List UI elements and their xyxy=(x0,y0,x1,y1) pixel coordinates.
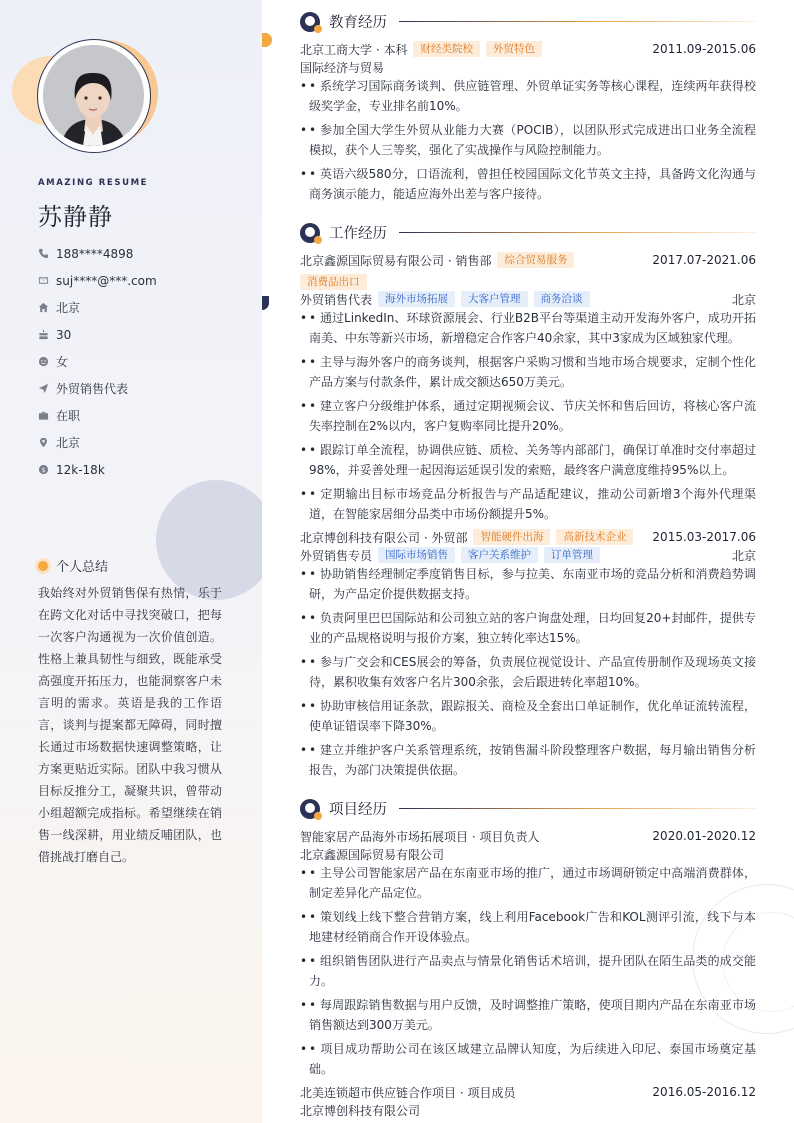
job-role-row xyxy=(300,546,756,564)
contact-info-list xyxy=(38,240,157,483)
school-tag: 财经类院校 xyxy=(413,41,480,57)
target-job-text: 外贸销售代表 xyxy=(56,382,129,396)
project-bullets xyxy=(300,863,756,1083)
education-section-header xyxy=(300,11,756,32)
education-period: 2011.09-2015.06 xyxy=(652,42,756,56)
gender-text: 女 xyxy=(56,355,69,369)
list-item: • • 主导与海外客户的商务谈判，根据客户采购习惯和当地市场合规要求，定制个性化产品方案与付款条件，累计成交额达650万美元。 xyxy=(300,352,756,392)
company-tag: 综合贸易服务 xyxy=(497,252,574,268)
mail-icon xyxy=(38,274,56,288)
projects-section-header xyxy=(300,798,756,819)
age-text: 30 xyxy=(56,327,72,342)
target-city-text: 北京 xyxy=(56,436,81,450)
role-tag: 客户关系维护 xyxy=(461,547,538,563)
project-name: 北美连锁超市供应链合作项目 · 项目成员 xyxy=(300,1085,516,1100)
project-name: 智能家居产品海外市场拓展项目 · 项目负责人 xyxy=(300,829,540,844)
section-title: 教育经历 xyxy=(329,15,387,31)
summary-title: 个人总结 xyxy=(56,560,109,575)
list-item: • • 协助审核信用证条款，跟踪报关、商检及全套出口单证制作，优化单证流转流程，使单证错误率下降30%。 xyxy=(300,696,756,736)
list-item: • • 参与广交会和CES展会的筹备，负责展位视觉设计、产品宣传册制作及现场英文接待，累积收集有效客户名片300余张，会后跟进转化率超10%。 xyxy=(300,652,756,692)
list-item: • • 负责阿里巴巴国际站和公司独立站的客户询盘处理，日均回复20+封邮件，提供专业的产品规格说明与报价方案，独立转化率达15%。 xyxy=(300,608,756,648)
company-tag: 消费品出口 xyxy=(300,274,367,290)
resume-eyebrow: AMAZING RESUME xyxy=(38,178,149,188)
list-item: • • 通过LinkedIn、环球资源展会、行业B2B平台等渠道主动开发海外客户，成功开拓南美、中东等新兴市场，新增稳定合作客户40余家，其中3家成为区域独家代理。 xyxy=(300,308,756,348)
section-icon xyxy=(300,799,320,819)
job-role: 外贸销售代表 xyxy=(300,292,373,307)
school-tag: 外贸特色 xyxy=(486,41,542,57)
project-org-row xyxy=(300,1101,756,1119)
job-header-row xyxy=(300,251,756,269)
section-icon xyxy=(300,12,320,32)
info-email xyxy=(38,267,157,294)
role-tag: 商务洽谈 xyxy=(534,291,590,307)
avatar-portrait-icon xyxy=(43,45,144,146)
project-org-row xyxy=(300,845,756,863)
email-text: suj****@***.com xyxy=(56,273,157,288)
list-item: • • 项目成功帮助公司在该区域建立品牌认知度，为后续进入印尼、泰国市场奠定基础。 xyxy=(300,1039,756,1079)
section-title: 项目经历 xyxy=(329,802,387,818)
sidebar xyxy=(0,0,262,1123)
education-major-row xyxy=(300,58,756,76)
residence-text: 北京 xyxy=(56,301,81,315)
project-header-row xyxy=(300,1083,756,1101)
info-target-city xyxy=(38,429,157,456)
location-pin-icon xyxy=(38,436,56,450)
project-period: 2016.05-2016.12 xyxy=(652,1085,756,1099)
cake-icon xyxy=(38,328,56,342)
info-gender xyxy=(38,348,157,375)
list-item: • • 定期输出目标市场竞品分析报告与产品适配建议，推动公司新增3个海外代理渠道，在智能家居细分品类中市场份额提升5%。 xyxy=(300,484,756,524)
info-residence xyxy=(38,294,157,321)
role-tag: 大客户管理 xyxy=(461,291,528,307)
list-item: • • 策划线上线下整合营销方案，线上利用Facebook广告和KOL测评引流，线下与本地建材经销商合作开设体验点。 xyxy=(300,907,756,947)
salary-text: 12k-18k xyxy=(56,462,105,477)
company-tag: 智能硬件出海 xyxy=(473,529,550,545)
job-role: 外贸销售专员 xyxy=(300,548,373,563)
job-period: 2015.03-2017.06 xyxy=(652,530,756,544)
education-bullets xyxy=(300,76,756,208)
status-text: 在职 xyxy=(56,409,81,423)
job-bullets xyxy=(300,564,756,784)
info-phone xyxy=(38,240,157,267)
list-item: • • 每周跟踪销售数据与用户反馈，及时调整推广策略，使项目期内产品在东南亚市场销售额达到300万美元。 xyxy=(300,995,756,1035)
send-icon xyxy=(38,382,56,396)
home-icon xyxy=(38,301,56,315)
company-tag: 高新技术企业 xyxy=(556,529,633,545)
list-item: • • 协助销售经理制定季度销售目标，参与拉美、东南亚市场的竞品分析和消费趋势调研，为产品定价提供数据支持。 xyxy=(300,564,756,604)
edge-marker-navy xyxy=(262,296,269,310)
job-city: 北京 xyxy=(731,548,756,563)
role-tag: 订单管理 xyxy=(544,547,600,563)
svg-text:$: $ xyxy=(41,465,46,474)
section-divider xyxy=(399,21,756,22)
project-org: 北京鑫源国际贸易有限公司 xyxy=(300,847,445,862)
job-city: 北京 xyxy=(731,292,756,307)
phone-text: 188****4898 xyxy=(56,246,134,261)
list-item: • • 建立并维护客户关系管理系统，按销售漏斗阶段整理客户数据，每月输出销售分析报告，为部门决策提供依据。 xyxy=(300,740,756,780)
info-target-job xyxy=(38,375,157,402)
section-title: 工作经历 xyxy=(329,226,387,242)
phone-icon xyxy=(38,247,56,261)
list-item: • • 系统学习国际商务谈判、供应链管理、外贸单证实务等核心课程，连续两年获得校级奖学金，专业排名前10%。 xyxy=(300,76,756,116)
job-period: 2017.07-2021.06 xyxy=(652,253,756,267)
list-item: • • 参加全国大学生外贸从业能力大赛（POCIB），以团队形式完成进出口业务全流程模拟，获个人三等奖，强化了实战操作与风险控制能力。 xyxy=(300,120,756,160)
section-divider xyxy=(399,808,756,809)
edge-marker-orange xyxy=(262,33,272,47)
job-header-row xyxy=(300,528,756,546)
role-tag: 国际市场销售 xyxy=(378,547,455,563)
gender-icon xyxy=(38,355,56,369)
section-icon xyxy=(300,223,320,243)
candidate-name: 苏静静 xyxy=(38,203,113,231)
project-header-row xyxy=(300,827,756,845)
info-age xyxy=(38,321,157,348)
list-item: • • 英语六级580分，口语流利，曾担任校园国际文化节英文主持，具备跨文化沟通与商务演示能力，能适应海外出差与客户接待。 xyxy=(300,164,756,204)
list-item: • • 建立客户分级维护体系，通过定期视频会议、节庆关怀和售后回访，将核心客户流失率控制在2%以内，客户复购率同比提升20%。 xyxy=(300,396,756,436)
summary-text: 我始终对外贸销售保有热情，乐于在跨文化对话中寻找突破口，把每一次客户沟通视为一次价值创造。性格上兼具韧性与细致，既能承受高强度开拓压力，也能洞察客户未言明的需求。英语是我的工作语言，谈判与提案都无障碍，同时擅长通过市场数据快速调整策略，让方案更贴近实际。团队中我习惯从目标反推分工，凝聚共识，曾带动小组超额完成指标。希望继续在销售一线深耕，用业绩反哺团队，也借挑战打磨自己。 xyxy=(38,586,222,864)
project-org: 北京博创科技有限公司 xyxy=(300,1103,421,1118)
summary-heading xyxy=(38,556,108,575)
avatar xyxy=(43,45,144,146)
avatar-frame xyxy=(37,39,151,153)
major: 国际经济与贸易 xyxy=(300,60,385,75)
job-bullets xyxy=(300,308,756,528)
salary-icon xyxy=(38,463,56,477)
job-tag-wrap-row xyxy=(300,273,756,291)
list-item: • • 跟踪订单全流程，协调供应链、质检、关务等内部部门，确保订单准时交付率超过98%，并妥善处理一起因海运延误引发的索赔，最终客户满意度维持95%以上。 xyxy=(300,440,756,480)
job-role-row xyxy=(300,290,756,308)
work-section-header xyxy=(300,222,756,243)
school-name: 北京工商大学 · 本科 xyxy=(300,42,408,57)
list-item: • • 组织销售团队进行产品卖点与情景化销售话术培训，提升团队在陌生品类的成交能力。 xyxy=(300,951,756,991)
briefcase-icon xyxy=(38,409,56,423)
list-item: • • 主导公司智能家居产品在东南亚市场的推广，通过市场调研锁定中高端消费群体，制定差异化产品定位。 xyxy=(300,863,756,903)
summary-dot-icon xyxy=(38,561,48,571)
company-name: 北京博创科技有限公司 · 外贸部 xyxy=(300,530,468,545)
section-divider xyxy=(399,232,756,233)
project-period: 2020.01-2020.12 xyxy=(652,829,756,843)
company-name: 北京鑫源国际贸易有限公司 · 销售部 xyxy=(300,253,492,268)
info-salary xyxy=(38,456,157,483)
education-header-row xyxy=(300,40,756,58)
info-status xyxy=(38,402,157,429)
role-tag: 海外市场拓展 xyxy=(378,291,455,307)
